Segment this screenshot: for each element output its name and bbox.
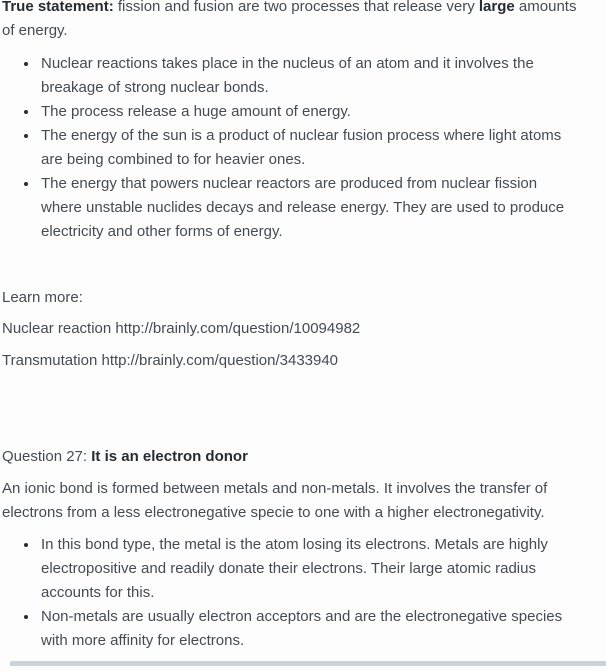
learn-more-link-nuclear-reaction: Nuclear reaction http://brainly.com/question/10094982 [2,320,361,337]
ionic-bond-list [2,533,582,653]
true-statement-text-end: amounts of energy. [2,0,577,39]
nuclear-facts-list [2,52,582,244]
list-item: • Non-metals are usually electron acceptors and are the electronegative species with more affinity for electrons. [39,605,582,653]
question-27-heading [2,445,582,469]
learn-more-label: Learn more: [2,289,83,306]
list-item: • The process release a huge amount of energy. [39,100,582,124]
true-statement-paragraph [2,0,582,43]
true-statement-text: fission and fusion are two processes that release very [113,0,479,15]
list-item: • Nuclear reactions takes place in the nucleus of an atom and it involves the breakage of strong nuclear bonds. [39,52,582,100]
list-item: • In this bond type, the metal is the atom losing its electrons. Metals are highly electropositive and readily donate their electrons. Their large atomic radius accounts for this. [39,533,582,605]
question-answer-title: It is an electron donor [91,448,248,465]
bottom-cutoff-bar [10,661,606,666]
list-item: • The energy of the sun is a product of nuclear fusion process where light atoms are being combined to for heavier ones. [39,124,582,172]
true-statement-label: True statement: [2,0,114,15]
question-number-label: Question 27: [2,448,92,465]
large-emphasis: large [478,0,515,15]
ionic-bond-paragraph: An ionic bond is formed between metals and non-metals. It involves the transfer of electrons from a less electronegative specie to one with a higher electronegativity. [2,480,548,521]
learn-more-link-transmutation: Transmutation http://brainly.com/question/3433940 [2,352,339,369]
list-item: • The energy that powers nuclear reactors are produced from nuclear fission where unstable nuclides decays and release energy. They are used to produce electricity and other forms of energy. [39,172,582,244]
